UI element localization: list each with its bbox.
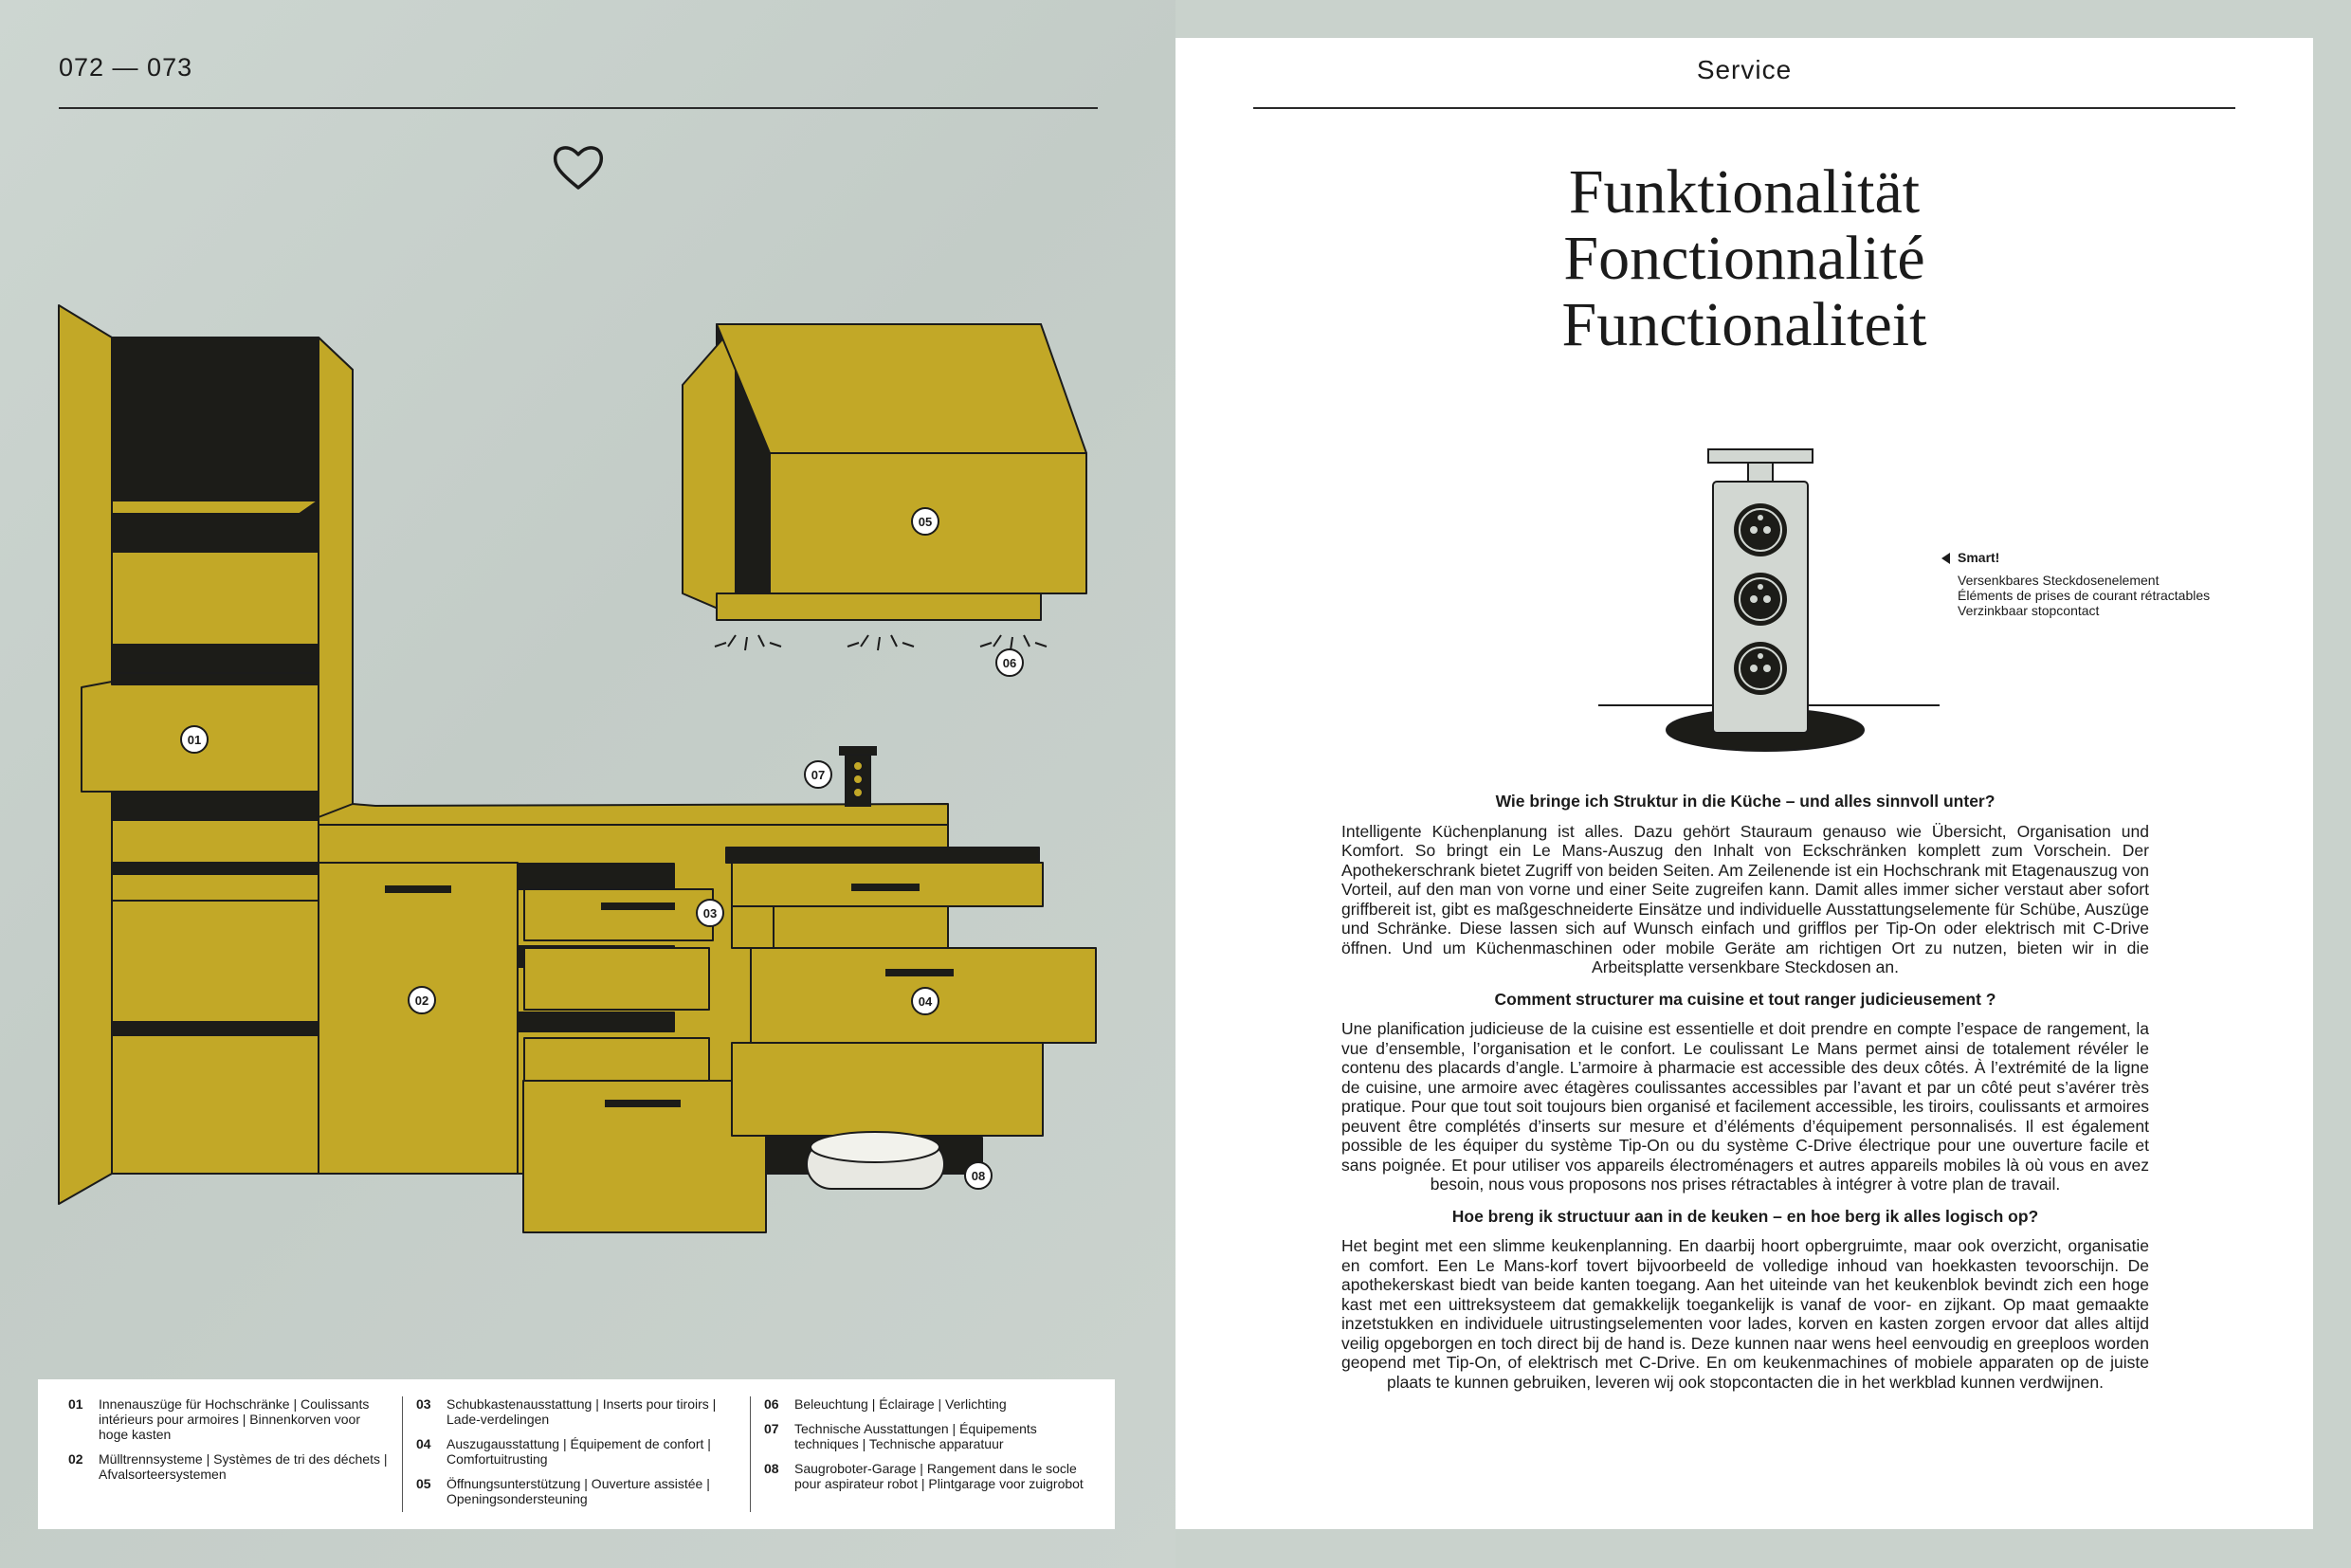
- page-numbers: 072 — 073: [59, 53, 193, 82]
- question-nl: Hoe breng ik structuur aan in de keuken – en hoe berg ik alles logisch op?: [1451, 1206, 2039, 1226]
- svg-text:08: 08: [971, 1169, 986, 1183]
- arrow-left-icon: [1941, 553, 1950, 564]
- question-de: Wie bringe ich Struktur in die Küche – und alles sinnvoll unter?: [1495, 792, 1996, 811]
- legend-item: 05 Öffnungsunterstützung | Ouverture assistée | Openingsondersteuning: [416, 1476, 710, 1506]
- header-rule: [59, 107, 1098, 109]
- legend-column: [751, 1396, 1098, 1512]
- svg-text:05: 05: [918, 515, 933, 529]
- header-rule: [1253, 107, 2235, 109]
- svg-text:07: 07: [811, 768, 826, 782]
- svg-text:03: 03: [702, 906, 718, 921]
- callout-05: [912, 508, 939, 535]
- callout-01: [181, 726, 208, 753]
- callout-04: [912, 988, 939, 1014]
- paragraph-de: Intelligente Küchenplanung ist alles. Dazu gehört Stauraum genauso wie Übersicht, Organisation und Komfort. So bringt ein Le Mans-Auszug den Inhalt von Eckschränken komplett zum Vorschein. Der Apothekerschrank bietet Zugriff von beiden Seiten. Am Zeilenende ist ein Hochschrank mit Etagenauszug von Vorteil, auf den man von vorne und einer Seite zugreifen kann. Damit alles immer sicher verstaut aber sofort griffbereit ist, gibt es maßgeschneiderte Einsätze und individuelle Ausstattungselemente für Schübe, Auszüge und Schränke. Diese lassen sich auf Wunsch einfach und grifflos per Tip-On oder elektrisch mit C-Drive öffnen. Und um Küchenmaschinen oder mobile Geräte am richtigen Ort zu nutzen, bieten wir in die Arbeitsplatte versenkbare Steckdosen an.: [1341, 821, 2149, 976]
- svg-text:06: 06: [1002, 656, 1017, 670]
- legend-item: 06 Beleuchtung | Éclairage | Verlichting: [764, 1396, 1007, 1412]
- body-text: [1341, 792, 2149, 1404]
- callout-02: [409, 987, 435, 1013]
- smart-annotation: Smart! Versenkbares Steckdosenelement Éléments de prises de courant rétractables Verzinkbaar stopcontact: [1941, 550, 2210, 618]
- legend-item: 03 Schubkastenausstattung | Inserts pour tiroirs | Lade-verdelingen: [416, 1396, 717, 1427]
- question-fr: Comment structurer ma cuisine et tout ranger judicieusement ?: [1494, 989, 1996, 1009]
- svg-text:02: 02: [414, 994, 429, 1008]
- pop-up-socket-illustration: [1598, 444, 1940, 766]
- svg-text:01: 01: [187, 733, 202, 747]
- page-title: Funktionalität Fonctionnalité Functionaliteit: [1561, 157, 1927, 359]
- legend-column: [55, 1396, 403, 1512]
- kitchen-illustration: [53, 294, 1105, 1242]
- legend-item: 07 Technische Ausstattungen | Équipements techniques | Technische apparatuur: [764, 1421, 1037, 1451]
- legend-column: [403, 1396, 751, 1512]
- legend-box: [38, 1379, 1115, 1529]
- paragraph-fr: Une planification judicieuse de la cuisine est essentielle et doit prendre en compte l’espace de rangement, la vue d’ensemble, l’organisation et le confort. Le coulissant Le Mans permet ainsi de totalement révéler le contenu des placards d’angle. L’armoire à pharmacie est accessible des deux côtés. À l’extrémité de la ligne de cuisine, une armoire avec étagères coulissantes accessibles par l’avant et par un côté peut s’avérer très pratique. Pour que tout soit toujours bien organisé et facilement accessible, les tiroirs, coulissants et armoires peuvent être complétés d’inserts sur mesure et d’éléments d’équipement personnalisés. Il est également possible de les équiper du système Tip-On ou du système C-Drive électrique pour une ouverture facile et sans poignée. Et pour utiliser vos appareils électroménagers et autres appareils mobiles là où vous en avez besoin, nous vous proposons nos prises rétractables à intégrer à votre plan de travail.: [1341, 1019, 2149, 1194]
- svg-text:04: 04: [918, 994, 933, 1009]
- heart-icon[interactable]: [552, 142, 605, 191]
- legend-item: 04 Auszugausstattung | Équipement de confort | Comfortuitrusting: [416, 1436, 711, 1467]
- callout-07: [805, 761, 831, 788]
- callout-03: [697, 900, 723, 926]
- right-page: [1176, 38, 2313, 1529]
- paragraph-nl: Het begint met een slimme keukenplanning. En daarbij hoort opbergruimte, maar ook overzicht, organisatie en comfort. Een Le Mans-korf tovert bijvoorbeeld de volledige inhoud van hoekkasten tevoorschijn. De apothekerskast biedt van beide kanten toegang. Aan het uiteinde van het keukenblok bevindt zich een hoge kast met een uittreksysteem dat gemakkelijk toegankelijk is vanaf de voor- en zijkant. Op maat gemaakte inzetstukken en individuele uitrustingselementen voor lades, korven en kasten zorgen ervoor dat alles altijd veilig opgeborgen en toch direct bij de hand is. Deze kunnen naar wens heel eenvoudig en greeploos worden geopend met Tip-On, of elektrisch met C-Drive. En om keukenmachines of mobiele apparaten op de juiste plaats te kunnen gebruiken, leveren wij ook stopcontacten die in het werkblad kunnen verdwijnen.: [1341, 1236, 2149, 1392]
- callout-06: [996, 649, 1023, 676]
- legend-item: 01 Innenauszüge für Hochschränke | Coulissants intérieurs pour armoires | Binnenkorven voor hoge kasten: [68, 1396, 370, 1442]
- callout-08: [965, 1162, 992, 1189]
- legend-item: 08 Saugroboter-Garage | Rangement dans le socle pour aspirateur robot | Plintgarage voor zuigrobot: [764, 1461, 1084, 1491]
- section-title: Service: [1696, 55, 1793, 84]
- legend-item: 02 Mülltrennsysteme | Systèmes de tri des déchets | Afvalsorteersystemen: [68, 1451, 388, 1482]
